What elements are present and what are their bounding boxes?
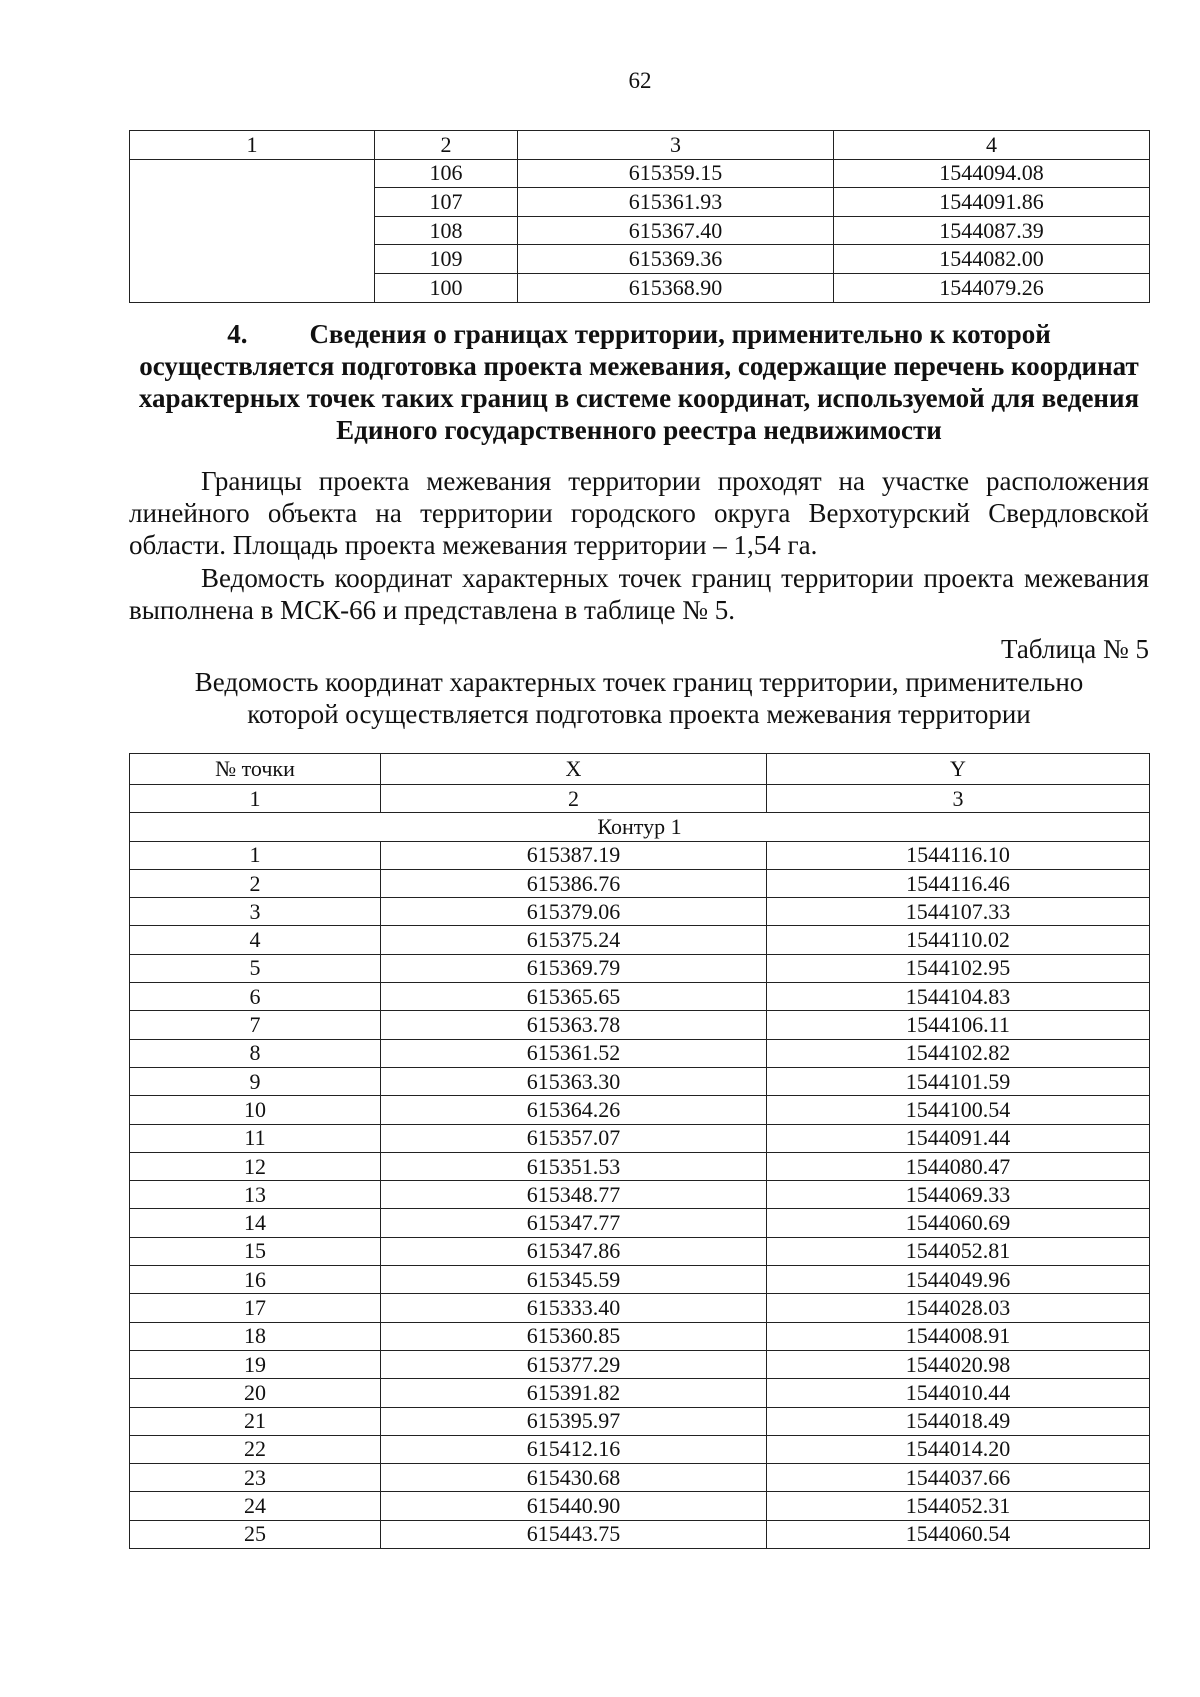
top-table-cell: 1544091.86 [834, 188, 1150, 217]
coordinates-table-numbering-row [130, 785, 1150, 813]
x-coordinate-cell: 615347.86 [381, 1237, 767, 1265]
coordinates-table [129, 753, 1150, 1549]
top-table-body [130, 131, 1150, 303]
x-coordinate-cell: 615387.19 [381, 841, 767, 869]
x-coordinate-cell: 615365.65 [381, 983, 767, 1011]
x-coordinate-cell: 615351.53 [381, 1152, 767, 1180]
point-number-cell: 7 [130, 1011, 381, 1039]
y-coordinate-cell: 1544116.46 [767, 869, 1150, 897]
y-coordinate-cell: 1544008.91 [767, 1322, 1150, 1350]
table-row [130, 983, 1150, 1011]
table-caption-line: Ведомость координат характерных точек границ территории, применительно [194, 667, 1084, 697]
x-coordinate-cell: 615333.40 [381, 1294, 767, 1322]
point-number-cell: 13 [130, 1181, 381, 1209]
table-row [130, 1266, 1150, 1294]
top-table-cell: 615361.93 [518, 188, 834, 217]
header-point-number: № точки [130, 754, 381, 785]
top-table-row [130, 159, 1150, 188]
y-coordinate-cell: 1544091.44 [767, 1124, 1150, 1152]
y-coordinate-cell: 1544102.95 [767, 954, 1150, 982]
header-x: X [381, 754, 767, 785]
point-number-cell: 2 [130, 869, 381, 897]
table-row [130, 1520, 1150, 1548]
table-row [130, 954, 1150, 982]
coordinates-table-body [130, 754, 1150, 1549]
y-coordinate-cell: 1544106.11 [767, 1011, 1150, 1039]
x-coordinate-cell: 615395.97 [381, 1407, 767, 1435]
table-row [130, 1124, 1150, 1152]
point-number-cell: 9 [130, 1067, 381, 1095]
x-coordinate-cell: 615369.79 [381, 954, 767, 982]
table-row [130, 1294, 1150, 1322]
table-row [130, 1379, 1150, 1407]
page-number: 62 [628, 68, 652, 93]
point-number-cell: 14 [130, 1209, 381, 1237]
y-coordinate-cell: 1544037.66 [767, 1464, 1150, 1492]
point-number-cell: 10 [130, 1096, 381, 1124]
top-table-cell: 1544094.08 [834, 159, 1150, 188]
point-number-cell: 8 [130, 1039, 381, 1067]
table-caption [129, 666, 1149, 730]
body-paragraph: Ведомость координат характерных точек границ территории проекта межевания выполнена в МСК-66 и представлена в таблице № 5. [129, 563, 1149, 625]
point-number-cell: 11 [130, 1124, 381, 1152]
y-coordinate-cell: 1544028.03 [767, 1294, 1150, 1322]
top-table-cell: 615369.36 [518, 245, 834, 274]
table-row [130, 1435, 1150, 1463]
numbering-cell: 1 [130, 785, 381, 813]
table-row [130, 1067, 1150, 1095]
x-coordinate-cell: 615364.26 [381, 1096, 767, 1124]
table-label: Таблица № 5 [1001, 634, 1149, 664]
y-coordinate-cell: 1544052.81 [767, 1237, 1150, 1265]
point-number-cell: 16 [130, 1266, 381, 1294]
body-paragraph: Границы проекта межевания территории проходят на участке расположения линейного объекта на территории городского округа Верхотурский Свердловской области. Площадь проекта межевания территории – 1,54 га. [129, 466, 1149, 560]
table-row [130, 1350, 1150, 1378]
table-row [130, 1181, 1150, 1209]
x-coordinate-cell: 615412.16 [381, 1435, 767, 1463]
table-row [130, 1464, 1150, 1492]
y-coordinate-cell: 1544052.31 [767, 1492, 1150, 1520]
x-coordinate-cell: 615345.59 [381, 1266, 767, 1294]
table-caption-line: которой осуществляется подготовка проекта межевания территории [247, 699, 1031, 729]
point-number-cell: 12 [130, 1152, 381, 1180]
top-table-header-cell: 3 [518, 131, 834, 160]
y-coordinate-cell: 1544060.69 [767, 1209, 1150, 1237]
point-number-cell: 1 [130, 841, 381, 869]
top-table-cell: 615368.90 [518, 273, 834, 302]
x-coordinate-cell: 615363.78 [381, 1011, 767, 1039]
x-coordinate-cell: 615440.90 [381, 1492, 767, 1520]
table-row [130, 1492, 1150, 1520]
section-number: 4. [227, 319, 248, 349]
x-coordinate-cell: 615361.52 [381, 1039, 767, 1067]
x-coordinate-cell: 615357.07 [381, 1124, 767, 1152]
point-number-cell: 21 [130, 1407, 381, 1435]
y-coordinate-cell: 1544110.02 [767, 926, 1150, 954]
numbering-cell: 3 [767, 785, 1150, 813]
x-coordinate-cell: 615379.06 [381, 898, 767, 926]
top-coordinates-table [129, 130, 1150, 303]
y-coordinate-cell: 1544080.47 [767, 1152, 1150, 1180]
y-coordinate-cell: 1544018.49 [767, 1407, 1150, 1435]
point-number-cell: 18 [130, 1322, 381, 1350]
point-number-cell: 20 [130, 1379, 381, 1407]
table-row [130, 1011, 1150, 1039]
contour-row [130, 813, 1150, 841]
y-coordinate-cell: 1544010.44 [767, 1379, 1150, 1407]
table-row [130, 841, 1150, 869]
point-number-cell: 23 [130, 1464, 381, 1492]
x-coordinate-cell: 615443.75 [381, 1520, 767, 1548]
top-table-header-cell: 1 [130, 131, 375, 160]
table-row [130, 926, 1150, 954]
point-number-cell: 19 [130, 1350, 381, 1378]
numbering-cell: 2 [381, 785, 767, 813]
x-coordinate-cell: 615347.77 [381, 1209, 767, 1237]
x-coordinate-cell: 615360.85 [381, 1322, 767, 1350]
point-number-cell: 25 [130, 1520, 381, 1548]
point-number-cell: 4 [130, 926, 381, 954]
top-table-cell: 1544079.26 [834, 273, 1150, 302]
coordinates-table-header-row [130, 754, 1150, 785]
top-table-cell: 108 [375, 216, 518, 245]
point-number-cell: 15 [130, 1237, 381, 1265]
x-coordinate-cell: 615391.82 [381, 1379, 767, 1407]
y-coordinate-cell: 1544104.83 [767, 983, 1150, 1011]
x-coordinate-cell: 615375.24 [381, 926, 767, 954]
table-row [130, 1322, 1150, 1350]
table-row [130, 898, 1150, 926]
point-number-cell: 3 [130, 898, 381, 926]
top-table-cell: 1544087.39 [834, 216, 1150, 245]
point-number-cell: 5 [130, 954, 381, 982]
point-number-cell: 6 [130, 983, 381, 1011]
top-table-cell: 100 [375, 273, 518, 302]
table-row [130, 1237, 1150, 1265]
y-coordinate-cell: 1544049.96 [767, 1266, 1150, 1294]
top-table-cell: 107 [375, 188, 518, 217]
x-coordinate-cell: 615363.30 [381, 1067, 767, 1095]
table-row [130, 1407, 1150, 1435]
top-table-header-cell: 2 [375, 131, 518, 160]
top-table-cell: 615359.15 [518, 159, 834, 188]
table-row [130, 1152, 1150, 1180]
section-heading [129, 318, 1149, 446]
x-coordinate-cell: 615386.76 [381, 869, 767, 897]
x-coordinate-cell: 615377.29 [381, 1350, 767, 1378]
y-coordinate-cell: 1544100.54 [767, 1096, 1150, 1124]
y-coordinate-cell: 1544101.59 [767, 1067, 1150, 1095]
x-coordinate-cell: 615348.77 [381, 1181, 767, 1209]
table-row [130, 1096, 1150, 1124]
y-coordinate-cell: 1544116.10 [767, 841, 1150, 869]
header-y: Y [767, 754, 1150, 785]
x-coordinate-cell: 615430.68 [381, 1464, 767, 1492]
y-coordinate-cell: 1544060.54 [767, 1520, 1150, 1548]
point-number-cell: 24 [130, 1492, 381, 1520]
top-table-header-cell: 4 [834, 131, 1150, 160]
y-coordinate-cell: 1544069.33 [767, 1181, 1150, 1209]
table-row [130, 869, 1150, 897]
top-table-header-row [130, 131, 1150, 160]
y-coordinate-cell: 1544102.82 [767, 1039, 1150, 1067]
point-number-cell: 22 [130, 1435, 381, 1463]
top-table-cell: 109 [375, 245, 518, 274]
y-coordinate-cell: 1544107.33 [767, 898, 1150, 926]
point-number-cell: 17 [130, 1294, 381, 1322]
top-table-cell: 106 [375, 159, 518, 188]
y-coordinate-cell: 1544014.20 [767, 1435, 1150, 1463]
top-table-merged-cell [130, 159, 375, 302]
table-row [130, 1039, 1150, 1067]
contour-label: Контур 1 [130, 813, 1150, 841]
section-title: Сведения о границах территории, применительно к которой осуществляется подготовка проекта межевания, содержащие перечень координат характерных точек таких границ в системе координат, используемой для ведения Единого государственного реестра недвижимости [138, 319, 1140, 445]
table-row [130, 1209, 1150, 1237]
top-table-cell: 615367.40 [518, 216, 834, 245]
y-coordinate-cell: 1544020.98 [767, 1350, 1150, 1378]
top-table-cell: 1544082.00 [834, 245, 1150, 274]
